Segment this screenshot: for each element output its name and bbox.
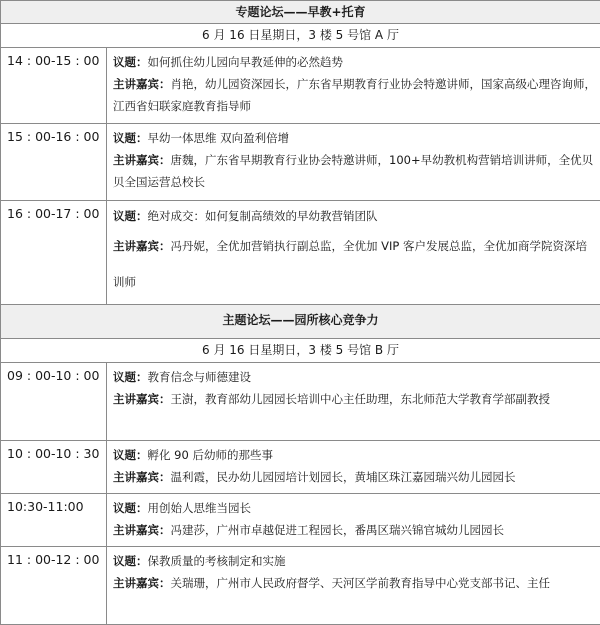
speaker-label: 主讲嘉宾： [113,239,171,253]
speaker-line [113,572,596,594]
topic-label: 议题： [113,554,148,568]
session-time: 10 : 00-10 : 30 [1,441,107,494]
session-row [1,124,600,201]
topic-line [113,366,596,388]
topic-label: 议题： [113,448,148,462]
section-subtitle: 6 月 16 日星期日，3 楼 5 号馆 A 厅 [1,24,600,48]
section-title-row [1,305,600,339]
speaker-line [113,466,596,488]
topic-text: 早幼一体思维 双向盈利倍增 [148,131,290,145]
session-time: 10:30-11:00 [1,494,107,547]
session-time: 14 : 00-15 : 00 [1,48,107,124]
topic-line [113,204,596,228]
speaker-label: 主讲嘉宾： [113,153,171,167]
section-title: 专题论坛——早教+托育 [1,1,600,24]
speaker-text: 关瑞珊，广州市人民政府督学、天河区学前教育指导中心党支部书记、主任 [171,576,551,590]
session-content [107,124,600,201]
speaker-label: 主讲嘉宾： [113,576,171,590]
session-row [1,201,600,305]
session-content [107,441,600,494]
session-time: 09 : 00-10 : 00 [1,363,107,441]
session-row [1,48,600,124]
session-time: 15 : 00-16 : 00 [1,124,107,201]
session-content [107,48,600,124]
session-row [1,494,600,547]
topic-text: 绝对成交：如何复制高绩效的早幼教营销团队 [148,209,378,223]
topic-text: 用创始人思维当园长 [148,501,252,515]
topic-text: 保教质量的考核制定和实施 [148,554,286,568]
speaker-line [113,388,596,410]
topic-line [113,497,596,519]
session-content [107,547,600,625]
speaker-label: 主讲嘉宾： [113,392,171,406]
session-content [107,201,600,305]
session-time: 16 : 00-17 : 00 [1,201,107,305]
speaker-text: 冯丹妮，全优加营销执行副总监，全优加 VIP 客户发展总监，全优加商学院资深培训师 [113,239,587,289]
session-row [1,547,600,625]
topic-line [113,127,596,149]
topic-label: 议题： [113,501,148,515]
speaker-text: 唐魏，广东省早期教育行业协会特邀讲师，100+早幼教机构营销培训讲师，全优贝贝全国运营总校长 [113,153,593,189]
topic-label: 议题： [113,209,148,223]
speaker-text: 温利霞，民办幼儿园园培计划园长，黄埔区珠江嘉园瑞兴幼儿园园长 [171,470,516,484]
session-time: 11 : 00-12 : 00 [1,547,107,625]
topic-line [113,444,596,466]
session-content [107,494,600,547]
section-title: 主题论坛——园所核心竞争力 [1,305,600,339]
topic-label: 议题： [113,131,148,145]
topic-line [113,51,596,73]
speaker-label: 主讲嘉宾： [113,77,171,91]
speaker-text: 肖艳，幼儿园资深园长，广东省早期教育行业协会特邀讲师，国家高级心理咨询师，江西省妇联家庭教育指导师 [113,77,596,113]
topic-line [113,550,596,572]
topic-text: 教育信念与师德建设 [148,370,252,384]
speaker-label: 主讲嘉宾： [113,523,171,537]
topic-label: 议题： [113,55,148,69]
speaker-line [113,149,596,193]
speaker-text: 王澍，教育部幼儿园园长培训中心主任助理，东北师范大学教育学部副教授 [171,392,551,406]
session-content [107,363,600,441]
session-row [1,441,600,494]
session-row [1,363,600,441]
speaker-line [113,519,596,541]
section-title-row [1,1,600,24]
section-subtitle-row [1,24,600,48]
speaker-text: 冯建莎，广州市卓越促进工程园长，番禺区瑞兴锦官城幼儿园园长 [171,523,505,537]
section-subtitle-row [1,339,600,363]
topic-label: 议题： [113,370,148,384]
speaker-line [113,73,596,117]
topic-text: 如何抓住幼儿园向早教延伸的必然趋势 [148,55,344,69]
speaker-label: 主讲嘉宾： [113,470,171,484]
section-subtitle: 6 月 16 日星期日，3 楼 5 号馆 B 厅 [1,339,600,363]
topic-text: 孵化 90 后幼师的那些事 [148,448,273,462]
speaker-line [113,228,596,300]
